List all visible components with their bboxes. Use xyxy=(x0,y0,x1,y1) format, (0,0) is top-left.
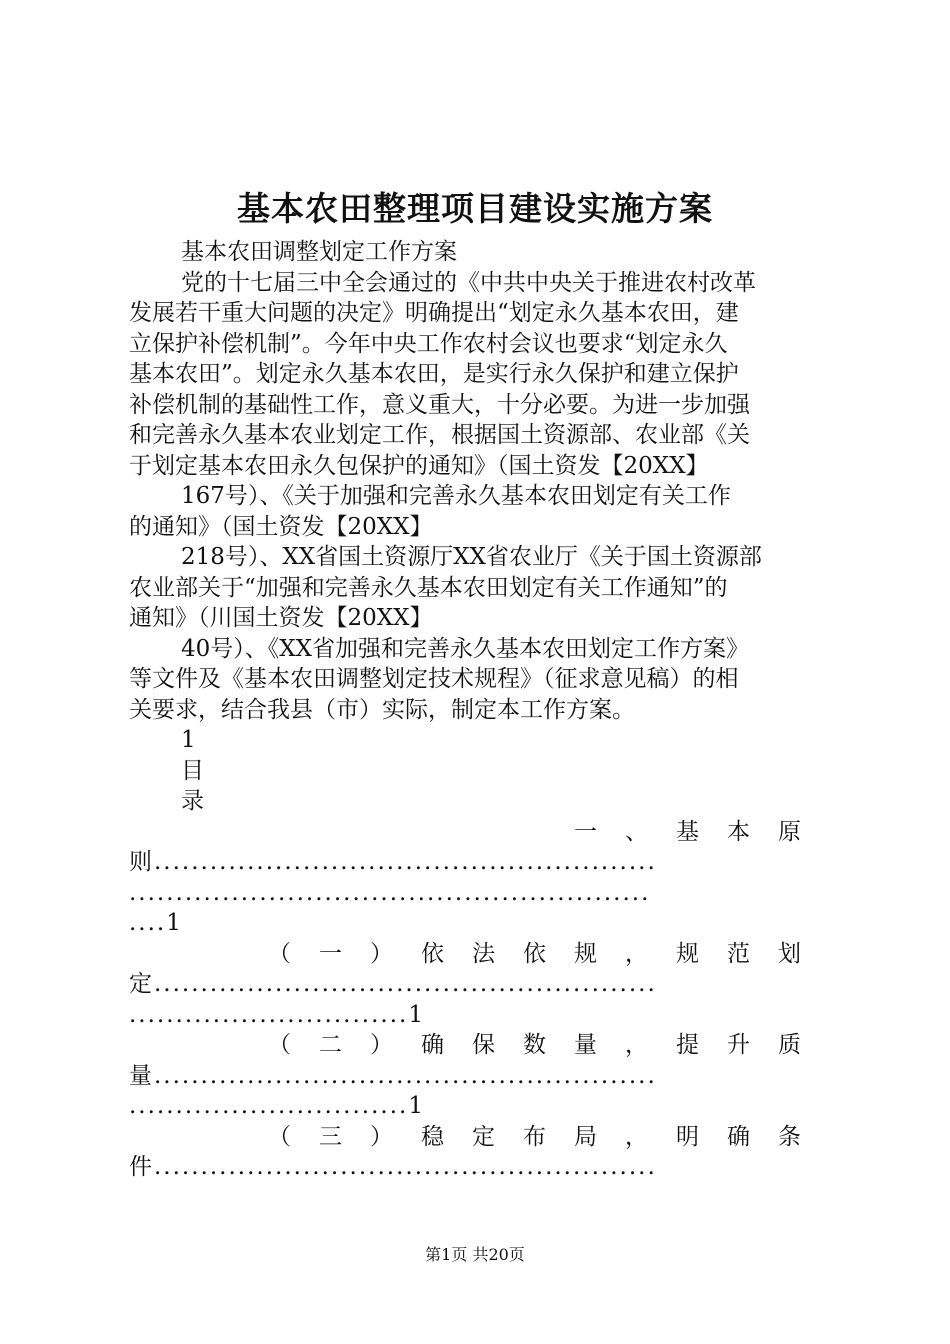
paragraph-line: 218号）、XX省国土资源厅XX省农业厅《关于国土资源部 xyxy=(181,544,762,570)
paragraph-4 xyxy=(129,634,829,726)
toc-entry-heading: （二）确保数量，提升质 xyxy=(268,1032,829,1058)
toc-entry-heading: （一）依法依规，规范划 xyxy=(268,940,829,967)
toc-entry-2[interactable] xyxy=(129,939,829,1031)
paragraph-line: 等文件及《基本农田调整划定技术规程》（征求意见稿）的相 xyxy=(129,666,739,692)
toc-entry-leader: ..............................1 xyxy=(129,1093,425,1119)
toc-entry-leader: 量...................................................... xyxy=(129,1062,657,1089)
paragraph-line: 党的十七届三中全会通过的《中共中央关于推进农村改革 xyxy=(181,269,756,296)
paragraph-line: 补偿机制的基础性工作，意义重大，十分必要。为进一步加强 xyxy=(129,391,750,418)
paragraph-line: 167号）、《关于加强和完善永久基本农田划定有关工作 xyxy=(181,483,731,509)
toc-entry-leader: ..............................1 xyxy=(129,1001,425,1028)
page-number-inline: 1 xyxy=(181,727,196,753)
paragraph-line: 发展若干重大问题的决定》明确提出“划定永久基本农田，建 xyxy=(129,300,739,326)
paragraph-line: 基本农田”。划定永久基本农田，是实行永久保护和建立保护 xyxy=(129,361,739,387)
document-title: 基本农田整理项目建设实施方案 xyxy=(237,189,713,228)
paragraph-line: 于划定基本农田永久包保护的通知》（国土资发【20XX】 xyxy=(129,452,709,479)
toc-label-char-1: 目 xyxy=(181,757,204,784)
paragraph-3 xyxy=(129,542,829,634)
paragraph-line: 立保护补偿机制”。今年中央工作农村会议也要求“划定永久 xyxy=(129,330,728,357)
toc-entry-heading: （三）稳定布局，明确条 xyxy=(268,1123,829,1150)
toc-entry-leader: 则...................................................... xyxy=(129,849,657,875)
document-body xyxy=(129,237,829,1183)
paragraph-line: 通知》（川国土资发【20XX】 xyxy=(129,605,433,631)
toc-entry-leader: ........................................................ xyxy=(129,879,651,906)
paragraph-line: 40号）、《XX省加强和完善永久基本农田划定工作方案》 xyxy=(181,635,750,662)
toc-entry-heading: 一、基本原 xyxy=(574,818,829,845)
toc-entry-leader: 定...................................................... xyxy=(129,971,657,997)
paragraph-2 xyxy=(129,481,829,542)
paragraph-1 xyxy=(129,268,829,482)
paragraph-line: 农业部关于“加强和完善永久基本农田划定有关工作通知”的 xyxy=(129,574,728,601)
subtitle: 基本农田调整划定工作方案 xyxy=(181,239,457,265)
toc-entry-leader: 件...................................................... xyxy=(129,1154,657,1180)
paragraph-line: 关要求，结合我县（市）实际，制定本工作方案。 xyxy=(129,696,635,723)
toc-entry-1[interactable] xyxy=(129,817,829,939)
toc-label-char-2: 录 xyxy=(181,788,204,814)
toc-entry-leader: ....1 xyxy=(129,910,183,936)
paragraph-line: 和完善永久基本农业划定工作，根据国土资源部、农业部《关 xyxy=(129,422,750,448)
toc-entry-3[interactable] xyxy=(129,1030,829,1122)
page-footer: 第1页 共20页 xyxy=(425,1245,525,1264)
paragraph-line: 的通知》（国土资发【20XX】 xyxy=(129,513,433,540)
toc-entry-4[interactable] xyxy=(129,1122,829,1183)
